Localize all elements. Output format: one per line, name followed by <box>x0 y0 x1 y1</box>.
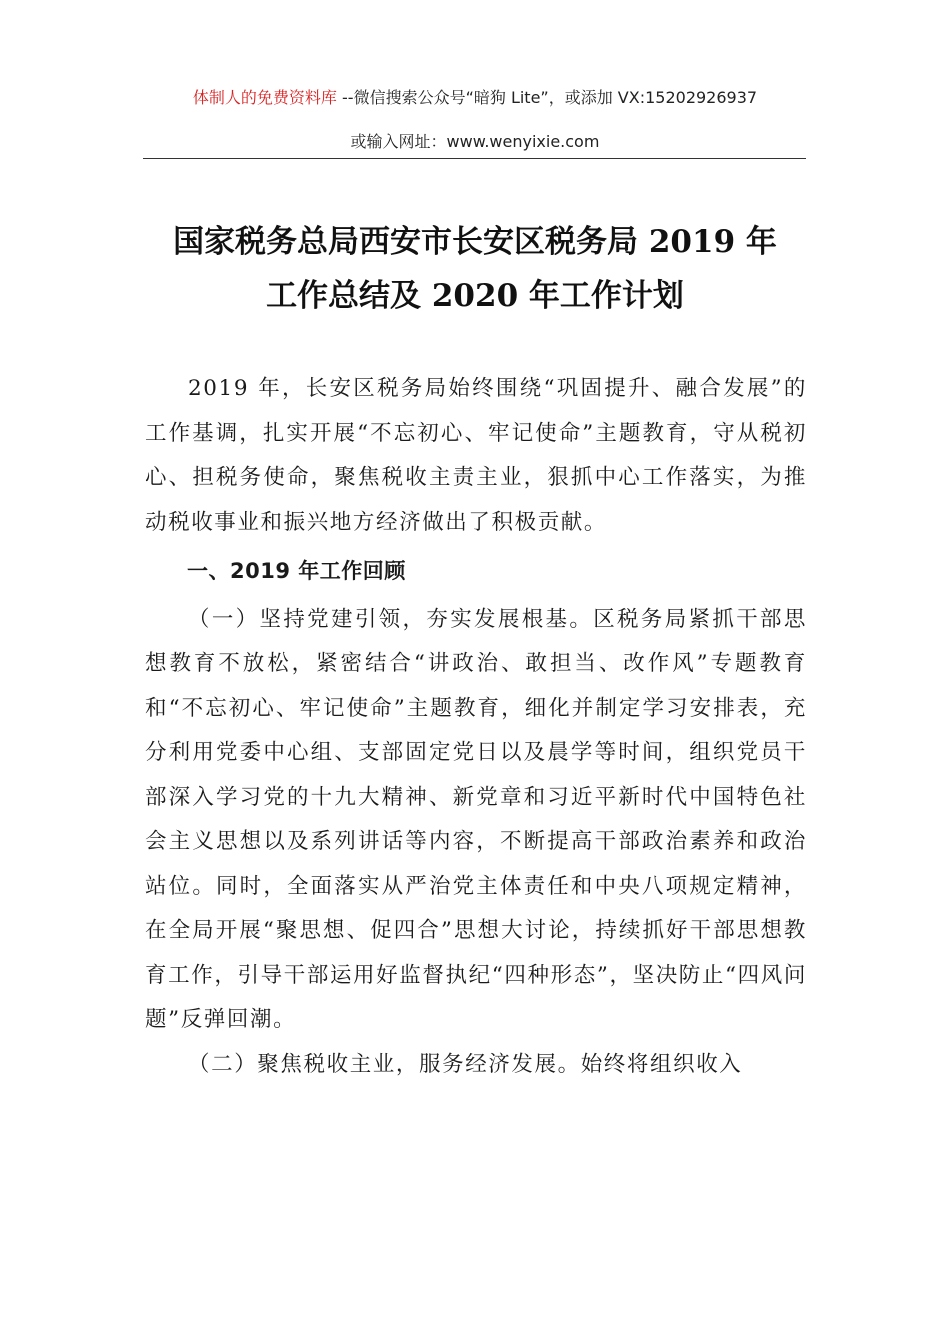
header-divider <box>143 158 806 159</box>
brand-text: 体制人的免费资料库 <box>192 88 337 107</box>
title-line-2: 工作总结及 2020 年工作计划 <box>266 278 684 314</box>
document-body <box>145 367 807 1087</box>
title-line-1: 国家税务总局西安市长安区税务局 2019 年 <box>173 224 777 260</box>
paragraph-1: （一）坚持党建引领，夯实发展根基。区税务局紧抓干部思想教育不放松，紧密结合“讲政治、敢担当、改作风”专题教育和“不忘初心、牢记使命”主题教育，细化并制定学习安排表，充分利用党委中心组、支部固定党日以及晨学等时间，组织党员干部深入学习党的十九大精神、新党章和习近平新时代中国特色社会主义思想以及系列讲话等内容，不断提高干部政治素养和政治站位。同时，全面落实从严治党主体责任和中央八项规定精神，在全局开展“聚思想、促四合”思想大讨论，持续抓好干部思想教育工作，引导干部运用好监督执纪“四种形态”，坚决防止“四风问题”反弹回潮。 <box>145 606 807 1032</box>
document-title <box>100 215 850 323</box>
promo-text: --微信搜索公众号“暗狗 Lite”，或添加 VX:15202926937 <box>336 88 758 107</box>
intro-paragraph: 2019 年，长安区税务局始终围绕“巩固提升、融合发展”的工作基调，扎实开展“不忘初心、牢记使命”主题教育，守从税初心、担税务使命，聚焦税收主责主业，狠抓中心工作落实，为推动税收事业和振兴地方经济做出了积极贡献。 <box>145 376 807 535</box>
header-promo-line <box>0 86 950 110</box>
section-heading: 一、2019 年工作回顾 <box>187 559 406 583</box>
paragraph-2: （二）聚焦税收主业，服务经济发展。始终将组织收入 <box>188 1051 743 1077</box>
website-line: 或输入网址：www.wenyixie.com <box>350 132 600 151</box>
